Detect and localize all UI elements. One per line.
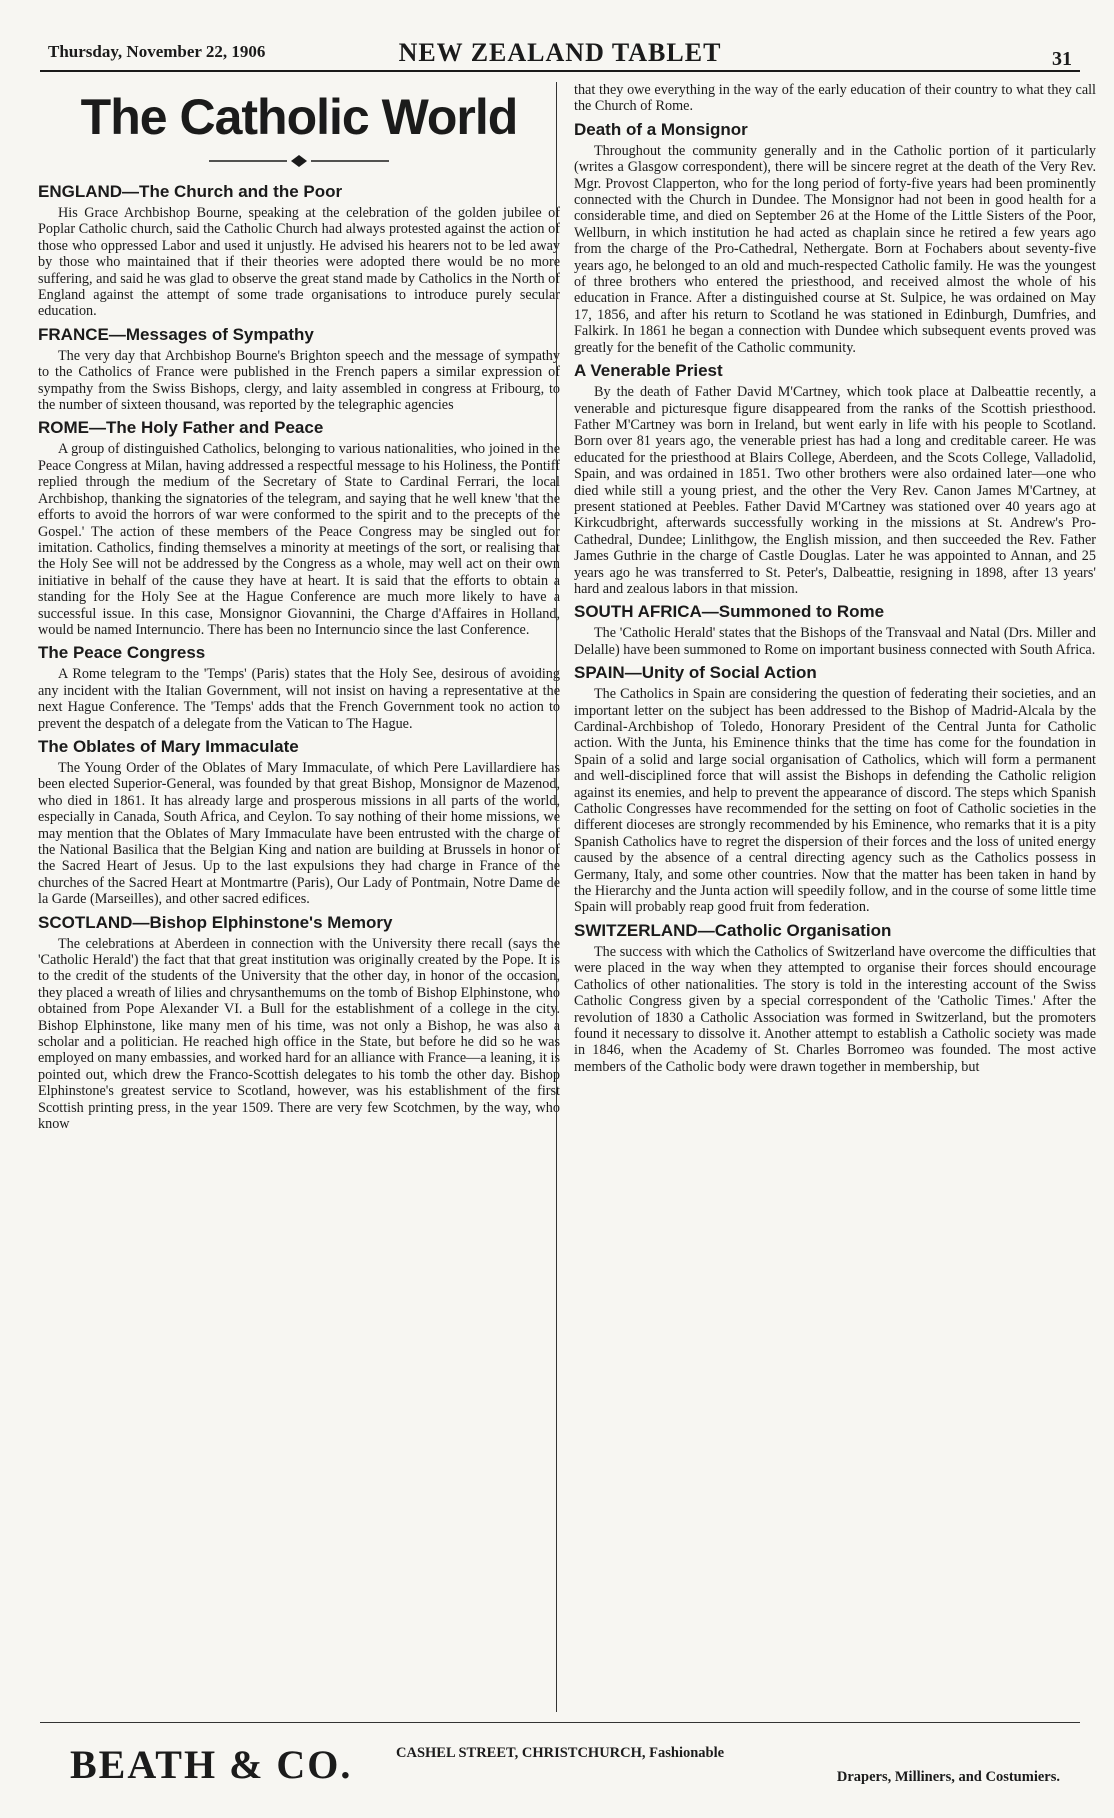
section-title-rome: ROME—The Holy Father and Peace (38, 418, 324, 438)
section-title-oblates: The Oblates of Mary Immaculate (38, 736, 299, 756)
section-title-venerable-priest: A Venerable Priest (574, 361, 723, 381)
page-heading: The Catholic World (80, 89, 518, 145)
section-title-peace-congress: The Peace Congress (38, 643, 206, 663)
article-paragraph: His Grace Archbishop Bourne, speaking at the celebration of the golden jubilee of Poplar Catholic church, said the Catholic Church had always protested against the action of those who oppressed Labor and used it unjustly. He advised his hearers not to be led away by those who maintained that if their theories were adopted there would be no more suffering, and said he was glad to observe the great stand made by Catholics in the North of England against the attempt of some trade organisations to introduce purely secular education. (38, 205, 560, 320)
section-title-south-africa: SOUTH AFRICA—Summoned to Rome (574, 602, 885, 622)
left-column (38, 82, 560, 1712)
article-paragraph: The Young Order of the Oblates of Mary Immaculate, of which Pere Lavillardiere has been elected Superior-General, was founded by that great Bishop, Monsignor de Mazenod, who died in 1861. It has already large and prosperous missions in all parts of the world, especially in Canada, South Africa, and Ceylon. To say nothing of their home missions, we may mention that the Oblates of Mary Immaculate have been entrusted with the charge of the National Basilica that the Belgian King and nation are building at Brussels in honor of the Sacred Heart of Jesus. Up to the last expulsions they had charge in France of the churches of the Sacred Heart at Montmartre (Paris), Our Lady of Pontmain, Notre Dame de la Garde (Marseilles), and other sacred edifices. (38, 759, 560, 908)
article-paragraph: Throughout the community generally and in the Catholic portion of it particularly (writes a Glasgow correspondent), there will be sincere regret at the death of the Very Rev. Mgr. Provost Clapperton, who for the long period of forty-five years had been prominently connected with the Church in Dundee. The Monsignor had not been in good health for a considerable time, and died on September 26 at the Home of the Little Sisters of the Poor, Wellburn, in which institution he had acted as chaplain since he retired a few years ago from the charge of the Pro-Cathedral, Nethergate. Born at Fochabers about seventy-five years ago, he belonged to an old and much-respected Catholic family. He was the youngest of three brothers who entered the priesthood, and received almost the whole of his education in France. After a distinguished course at St. Sulpice, he was ordained on May 17, 1856, and after his return to Scotland he was stationed in Edinburgh, Dumfries, and Falkirk. In 1861 he began a connection with Dundee which subsequent events proved was greatly for the benefit of the Catholic community. (574, 142, 1096, 356)
ornament-divider (38, 154, 560, 172)
issue-date: Thursday, November 22, 1906 (48, 42, 266, 61)
masthead-rule (40, 70, 1080, 72)
article-paragraph: The celebrations at Aberdeen in connection with the University there recall (says the 'Catholic Herald') the fact that that great institution was originally created by the Pope. It is to the credit of the students of the University that the other day, in honor of the occasion, they placed a wreath of lilies and chrysanthemums on the tomb of Bishop Elphinstone, who obtained from Pope Alexander VI. a Bull for the establishment of a college in the city. Bishop Elphinstone, like many men of his time, was not only a Bishop, he was also a scholar and a politician. He reached high office in the State, but before he did so he was employed on many embassies, and worked hard for an alliance with France—a leaning, it is pointed out, which drew the Franco-Scottish delegates to his tomb the other day. Bishop Elphinstone's greatest service to Scotland, however, was his establishment of the first Scottish printing press, in the year 1509. There are very few Scotchmen, by the way, who know (38, 935, 560, 1133)
article-paragraph: The 'Catholic Herald' states that the Bishops of the Transvaal and Natal (Drs. Miller and Delalle) have been summoned to Rome on important business connected with South Africa. (574, 625, 1096, 658)
right-column (574, 82, 1096, 1712)
column-divider (556, 82, 557, 1712)
section-title-spain: SPAIN—Unity of Social Action (574, 663, 817, 683)
article-paragraph: The very day that Archbishop Bourne's Brighton speech and the message of sympathy to the Catholics of France were published in the French papers a similar expression of sympathy from the Swiss Bishops, clergy, and laity assembled in congress at Fribourg, to the number of sixteen thousand, was reported by the telegraphic agencies (38, 347, 560, 414)
section-title-death-monsignor: Death of a Monsignor (574, 119, 748, 139)
advert-address: CASHEL STREET, CHRISTCHURCH, Fashionable (396, 1745, 725, 1761)
article-paragraph: By the death of Father David M'Cartney, which took place at Dalbeattie recently, a venerable and picturesque figure disappeared from the ranks of the Scottish priesthood. Father M'Cartney was born in Ireland, but went early in life with his people to Scotland. Born over 81 years ago, the venerable priest has had a long and creditable career. He was educated for the priesthood at Blairs College, Aberdeen, and the Scots College, Valladolid, Spain, and was ordained in 1851. Two other brothers were also ordained later—one who died while still a young priest, and the other the Very Rev. Canon James M'Cartney, at present stationed at Peebles. Father David M'Cartney was stationed over 40 years ago at Kirkcudbright, afterwards successfully working in the missions at St. Andrew's Pro-Cathedral, Dundee; Linlithgow, the English mission, and then succeeded the Rev. Father James Guthrie in the charge of Castle Douglas. Later he was appointed to Annan, and 25 years ago he was transferred to St. Peter's, Dalbeattie, resigning in 1898, after 13 years' hard and zealous labors in that mission. (574, 384, 1096, 597)
article-paragraph: The Catholics in Spain are considering the question of federating their societies, and an important letter on the subject has been addressed to the Bishop of Madrid-Alcala by the Cardinal-Archbishop of Toledo, Honorary President of the Central Junta for Catholic action. With the Junta, his Eminence thinks that the time has come for the foundation in Spain of a solid and large social organisation of Catholics, which will form a permanent and well-disciplined force that will assist the Bishops in defending the Catholic religion against its enemies, and help to prevent the appearance of discord. The steps which Spanish Catholic Congresses have recommended for the setting on foot of Catholic societies in the different dioceses are strongly recommended by his Eminence, who remarks that it is a pity Spanish Catholics have to regret the dispersion of their forces and the loss of united energy caused by the absence of a central directing agency such as the Catholics possess in Germany, Italy, and some other countries. Now that the matter has been taken in hand by the Hierarchy and the Junta action will speedily follow, and in the course of some little time Spain will probably reap good fruit from federation. (574, 686, 1096, 916)
section-title-scotland: SCOTLAND—Bishop Elphinstone's Memory (38, 912, 393, 932)
continued-paragraph: that they owe everything in the way of the early education of their country to what they call the Church of Rome. (574, 82, 1096, 115)
article-paragraph: A group of distinguished Catholics, belonging to various nationalities, who joined in the Peace Congress at Milan, having addressed a respectful message to his Holiness, the Pontiff replied through the medium of the Secretary of State to Cardinal Ferrari, the local Archbishop, thanking the signatories of the telegram, and saying that he well knew 'that the efforts to avoid the horrors of war were conformed to the spirit and to the precepts of the Gospel.' The action of these members of the Peace Congress may be singled out for imitation. Catholics, finding themselves a minority at meetings of the sort, or realising that the Holy See will not be addressed by the Congress as a whole, may well act on their own initiative in behalf of the cause they have at heart. It is said that the efforts to obtain a standing for the Holy See at the Hague Conference are much more likely to have a successful issue. In this case, Monsignor Giovannini, the Charge d'Affaires in Holland, would be named Internuncio. There has been no Internuncio since the last Conference. (38, 441, 560, 638)
advert-tagline: Drapers, Milliners, and Costumiers. (836, 1769, 1060, 1785)
newspaper-title: NEW ZEALAND TABLET (398, 38, 722, 67)
section-title-england: ENGLAND—The Church and the Poor (38, 182, 343, 201)
section-title-france: FRANCE—Messages of Sympathy (38, 324, 314, 344)
page-number: 31 (1052, 48, 1072, 70)
article-paragraph: The success with which the Catholics of Switzerland have overcome the difficulties that were placed in the way when they attempted to organise their forces should encourage Catholics of other nationalities. The story is told in the interesting account of the Swiss Catholic Congress given by a special correspondent of the 'Catholic Times.' After the revolution of 1830 a Catholic Association was formed in Switzerland, but the promoters found it necessary to dissolve it. Another attempt to establish a Catholic society was made in 1846, when the Academy of St. Charles Borromeo was founded. The most active members of the Catholic body were drawn together in membership, but (574, 943, 1096, 1075)
article-paragraph: A Rome telegram to the 'Temps' (Paris) states that the Holy See, desirous of avoiding any incident with the Italian Government, will not insist on having a representative at the next Hague Conference. The 'Temps' adds that the French Government took no action to prevent the despatch of a delegate from the Vatican to The Hague. (38, 666, 560, 732)
masthead (40, 38, 1080, 76)
section-title-switzerland: SWITZERLAND—Catholic Organisation (574, 920, 892, 940)
advertisement-footer (40, 1722, 1080, 1803)
advert-brand: BEATH & CO. (70, 1742, 353, 1787)
